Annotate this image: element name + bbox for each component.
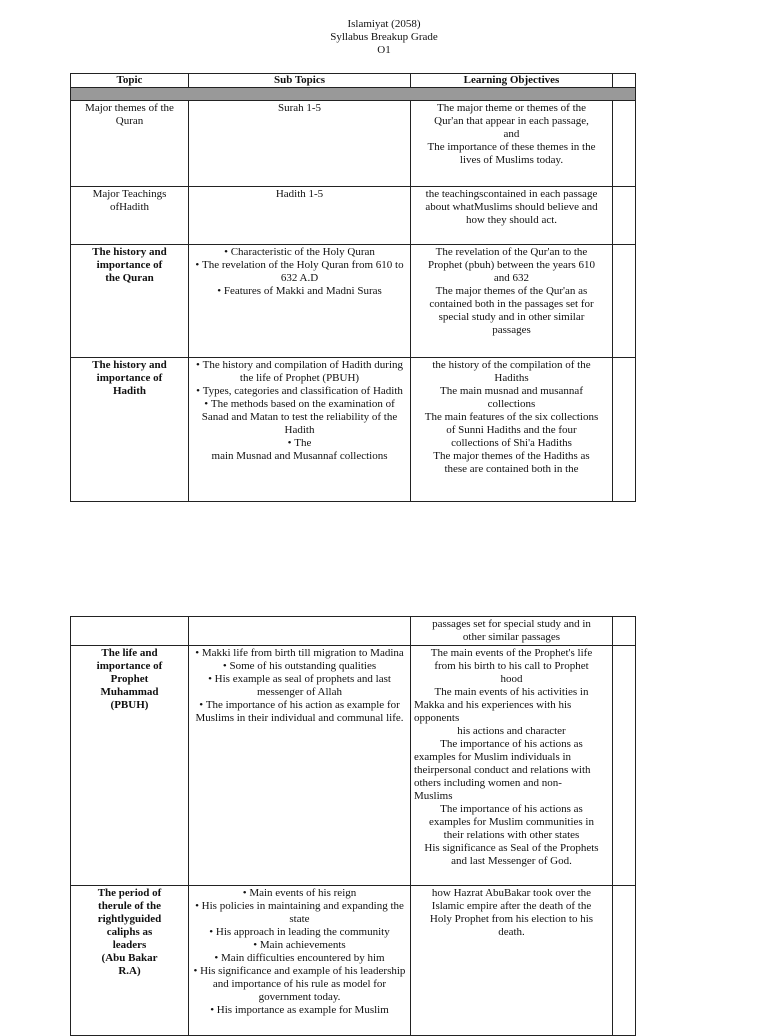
table-row (71, 886, 636, 1036)
blank-cell (613, 617, 636, 646)
list-item: main Musnad and Musannaf collections (211, 450, 388, 462)
topic-cell: The history and importance of Hadith (71, 358, 189, 502)
column-header-topic: Topic (71, 74, 189, 88)
table-row (71, 358, 636, 502)
blank-cell (613, 101, 636, 187)
topic-cell: Major Teachings ofHadith (71, 187, 189, 245)
column-header-sub-topics: Sub Topics (189, 74, 411, 88)
list-item: • The (192, 437, 407, 450)
list-item: • The history and compilation of Hadith during the life of Prophet (PBUH) (192, 359, 407, 385)
grade-label: O1 (377, 44, 391, 56)
syllabus-table-part-1 (70, 73, 636, 502)
list-item: • His policies in maintaining and expanding the state (192, 900, 407, 926)
topic-cell: Major themes of the Quran (71, 101, 189, 187)
course-title: Islamiyat (2058) (347, 18, 421, 30)
blank-cell (613, 245, 636, 358)
table-row (71, 101, 636, 187)
list-item: • The revelation of the Holy Quran from 610 to 632 A.D (192, 259, 407, 285)
table-row (71, 245, 636, 358)
list-item: • Makki life from birth till migration to Madina (192, 647, 407, 660)
learning-objectives-cell: The revelation of the Qur'an to the Prophet (pbuh) between the years 610 and 632 The major themes of the Qur'an as contained both in the passages set for special study and in other similar passages (411, 245, 613, 358)
list-item: • The importance of his action as example for Muslims in their individual and communal life. (192, 699, 407, 725)
document-subtitle: Syllabus Breakup Grade (330, 31, 438, 43)
sub-topics-cell (189, 617, 411, 646)
list-item: • Main achievements (192, 939, 407, 952)
table-row (71, 646, 636, 886)
list-item: • His example as seal of prophets and last messenger of Allah (192, 673, 407, 699)
table-row (71, 187, 636, 245)
table-row (71, 617, 636, 646)
shaded-separator-row (71, 88, 636, 101)
blank-cell (613, 886, 636, 1036)
list-item: • Some of his outstanding qualities (192, 660, 407, 673)
list-item: • Characteristic of the Holy Quran (192, 246, 407, 259)
learning-objectives-cell: the teachingscontained in each passage about whatMuslims should believe and how they should act. (411, 187, 613, 245)
sub-topics-cell: Surah 1-5 (189, 101, 411, 187)
topic-cell (71, 617, 189, 646)
syllabus-table-part-2 (70, 616, 636, 1036)
learning-objectives-cell: the history of the compilation of the Hadiths The main musnad and musannaf collections The main features of the six collections of Sunni Hadiths and the four collections of Shi'a Hadiths The major themes of the Hadiths as these are contained both in the (411, 358, 613, 502)
list-item: • Features of Makki and Madni Suras (192, 285, 407, 298)
table-header-row (71, 74, 636, 88)
learning-objectives-cell: how Hazrat AbuBakar took over the Islamic empire after the death of the Holy Prophet from his election to his death. (411, 886, 613, 1036)
list-item: • His significance and example of his leadership and importance of his rule as model for government today. (192, 965, 407, 1004)
list-item: • The methods based on the examination of Sanad and Matan to test the reliability of the Hadith (192, 398, 407, 437)
sub-topics-cell: Hadith 1-5 (189, 187, 411, 245)
sub-topics-cell (189, 646, 411, 886)
list-item: • Types, categories and classification of Hadith (192, 385, 407, 398)
topic-cell: The period of therule of the rightlyguided caliphs as leaders (Abu Bakar R.A) (71, 886, 189, 1036)
column-header-learning-objectives: Learning Objectives (411, 74, 613, 88)
blank-cell (613, 187, 636, 245)
list-item: • His approach in leading the community (192, 926, 407, 939)
shaded-separator-cell (71, 88, 636, 101)
blank-cell (613, 646, 636, 886)
sub-topics-cell (189, 358, 411, 502)
list-item: • Main events of his reign (192, 887, 407, 900)
column-header-blank (613, 74, 636, 88)
learning-objectives-cell: passages set for special study and in other similar passages (411, 617, 613, 646)
learning-objectives-cell: The main events of the Prophet's life from his birth to his call to Prophet hood The main events of his activities in Makka and his experiences with his opponents his actions and character The importance of his actions as examples for Muslim individuals in theirpersonal conduct and relations with others including women and non- Muslims The importance of his actions as examples for Muslim communities in their relations with other states His significance as Seal of the Prophets and last Messenger of God. (411, 646, 613, 886)
document-header (0, 18, 768, 57)
learning-objectives-cell: The major theme or themes of the Qur'an that appear in each passage, and The importance of these themes in the lives of Muslims today. (411, 101, 613, 187)
sub-topics-cell (189, 886, 411, 1036)
sub-topics-cell (189, 245, 411, 358)
list-item: • Main difficulties encountered by him (192, 952, 407, 965)
topic-cell: The life and importance of Prophet Muhammad (PBUH) (71, 646, 189, 886)
topic-cell: The history and importance of the Quran (71, 245, 189, 358)
blank-cell (613, 358, 636, 502)
list-item: • His importance as example for Muslim (192, 1004, 407, 1017)
